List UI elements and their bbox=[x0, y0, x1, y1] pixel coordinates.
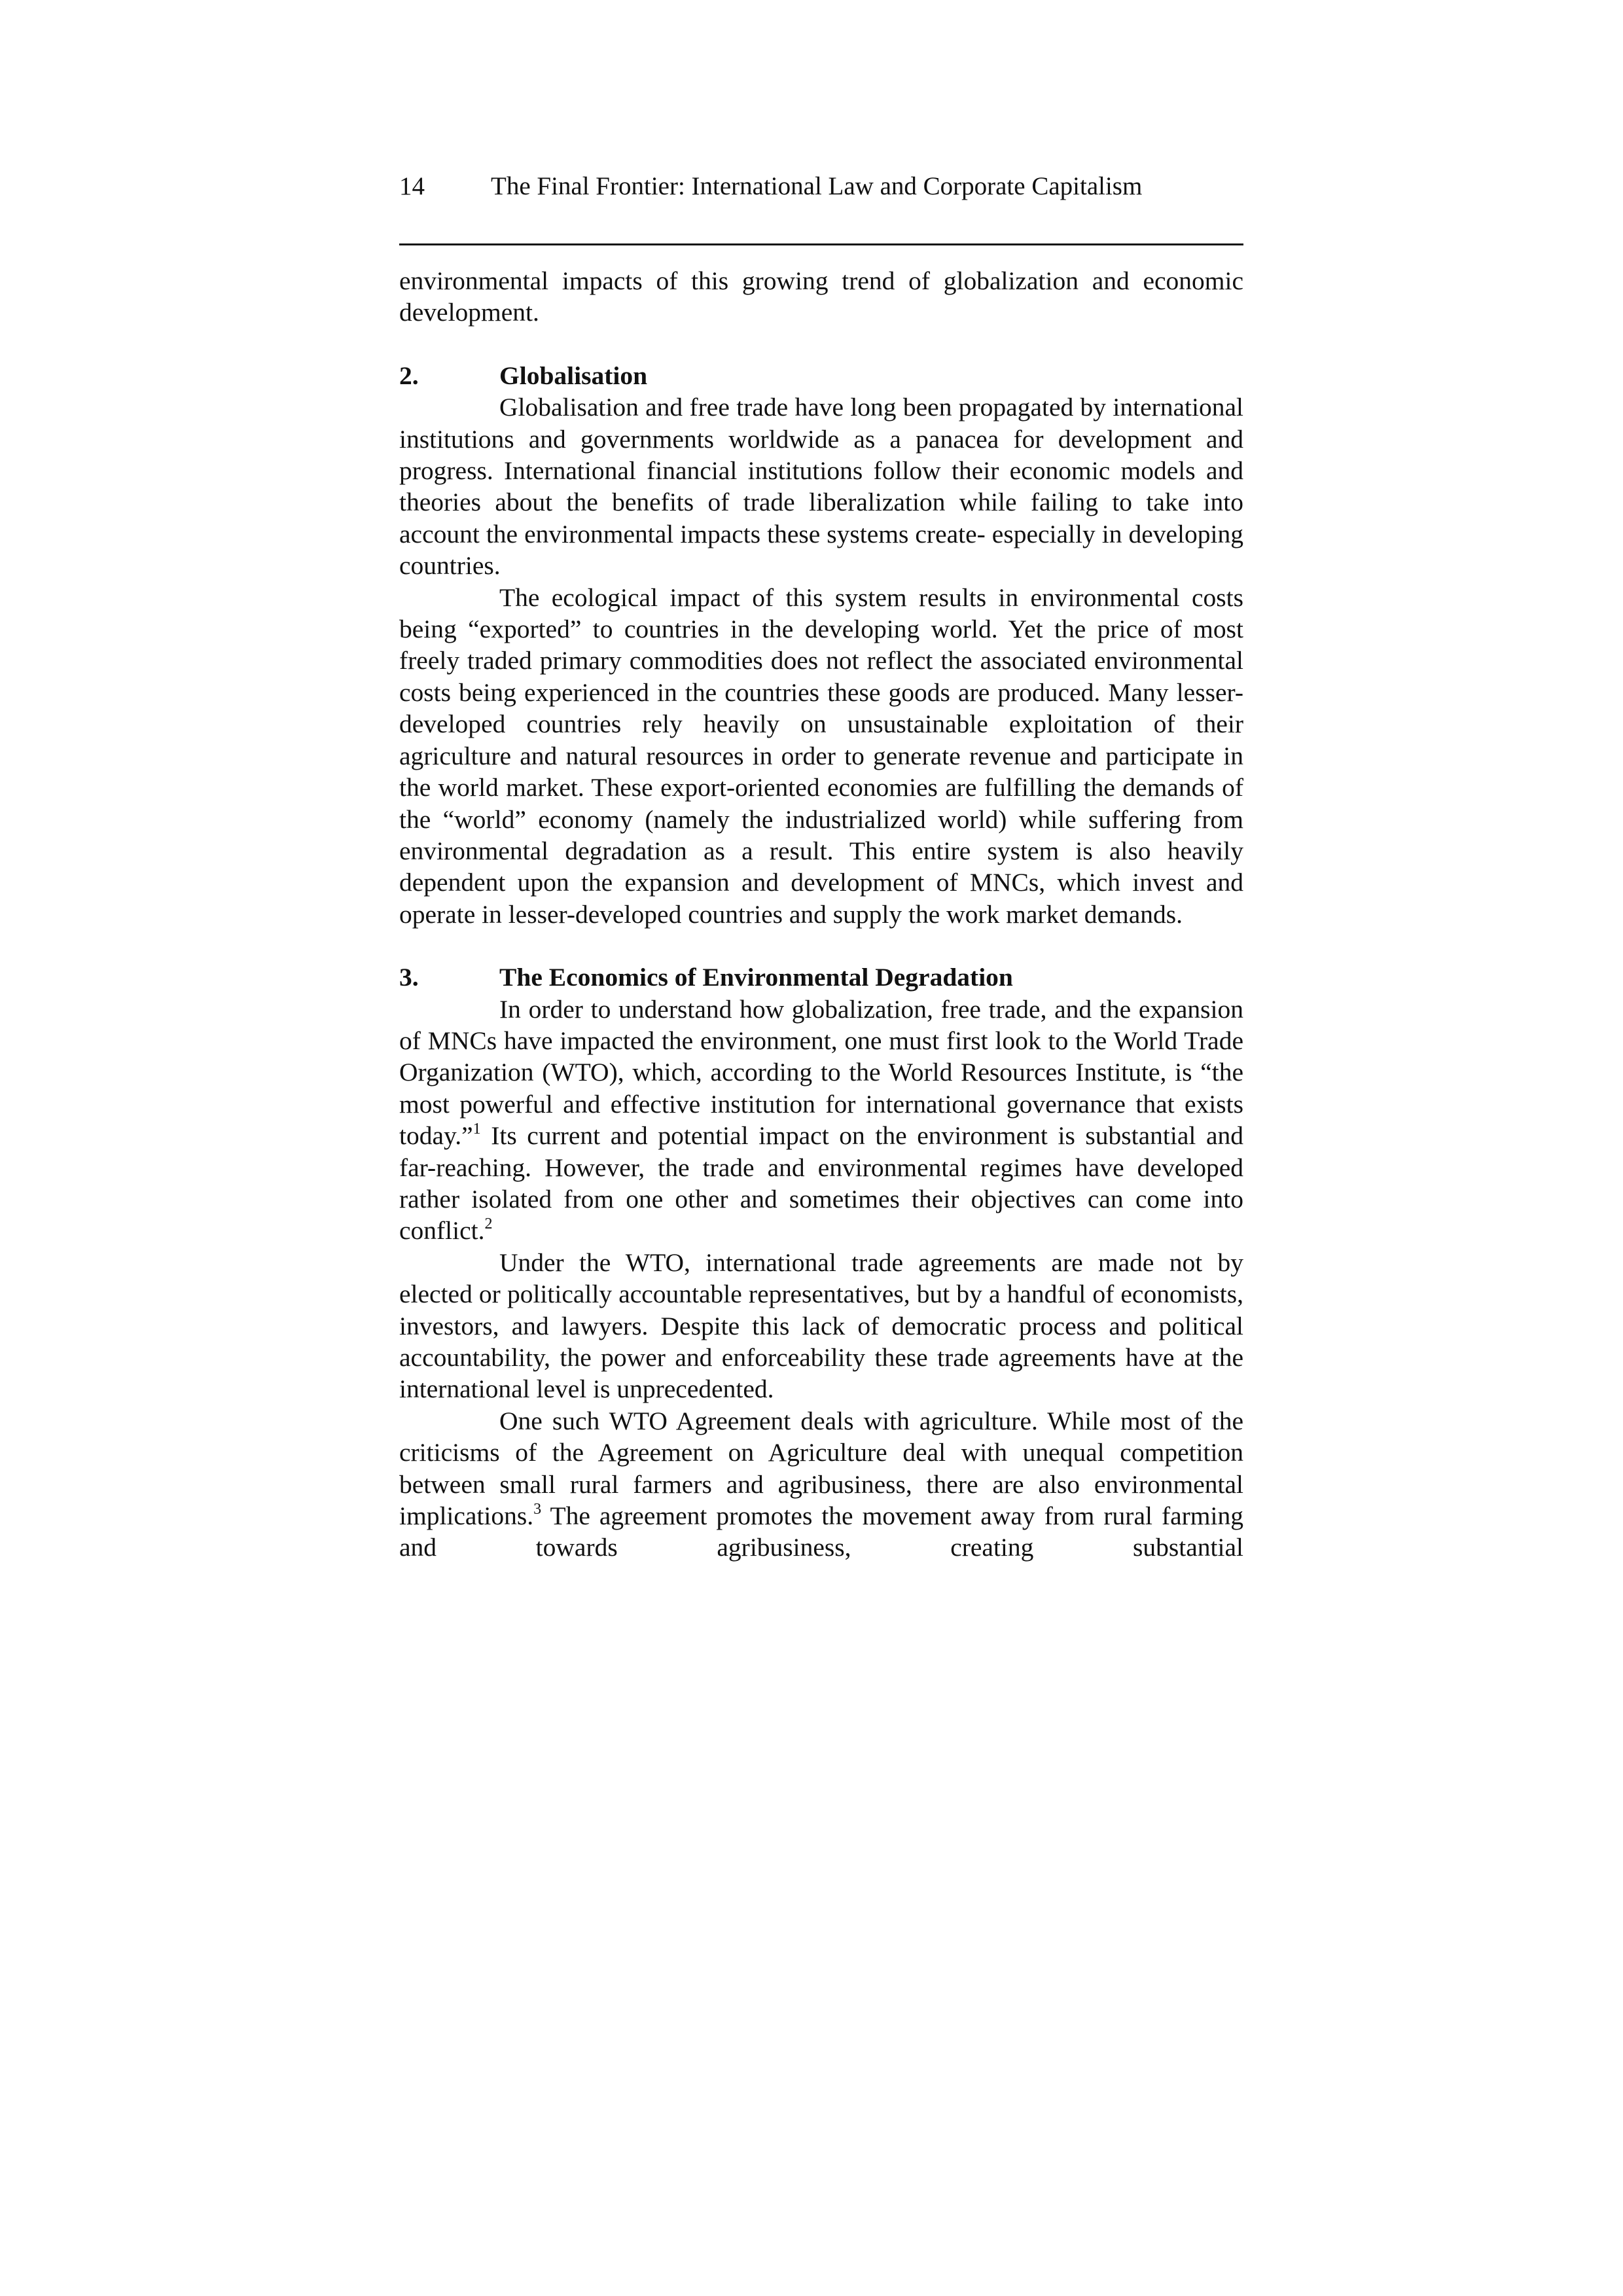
running-title: The Final Frontier: International Law and Corporate Capitalism bbox=[491, 172, 1143, 200]
section-number: 3. bbox=[399, 963, 419, 992]
text-run: Its current and potential impact on the environment is substantial and far-reaching. However, the trade and environmental regimes have developed rather isolated from one other and sometimes their objectives can come into conflict. bbox=[399, 1121, 1243, 1246]
paragraph: Globalisation and free trade have long been propagated by international institutions and governments worldwide as a panacea for development and progress. International financial institutions follow their economic models and theories about the benefits of trade liberalization while failing to take into account the environmental impacts these systems create- especially in developing countries. bbox=[399, 393, 1243, 581]
intro-paragraph: environmental impacts of this growing trend of globalization and economic development. bbox=[399, 266, 1243, 327]
text-run: In order to understand how globalization, free trade, and the expansion of MNCs have impacted the environment, one must first look to the World Trade Organization (WTO), which, according to the World Resources Institute, is “the most powerful and effective institution for international governance that exists today.” bbox=[399, 994, 1243, 1151]
section-title: Globalisation bbox=[499, 361, 648, 390]
footnote-marker[interactable]: 1 bbox=[473, 1121, 481, 1138]
page-number: 14 bbox=[399, 172, 425, 200]
section-title: The Economics of Environmental Degradation bbox=[499, 963, 1013, 992]
section-heading-globalisation bbox=[399, 360, 1243, 391]
footnote-marker[interactable]: 2 bbox=[484, 1215, 493, 1233]
page-header bbox=[399, 167, 1243, 206]
text-run: One such WTO Agreement deals with agriculture. While most of the criticisms of the Agreement on Agriculture deal with unequal competition between small rural farmers and agribusiness, there are also environmental implications. bbox=[399, 1406, 1243, 1531]
paragraph-with-footnotes bbox=[399, 1405, 1243, 1564]
section-heading-economics bbox=[399, 961, 1243, 993]
section-number: 2. bbox=[399, 361, 419, 390]
footnote-marker[interactable]: 3 bbox=[533, 1501, 542, 1518]
header-rule bbox=[399, 243, 1243, 245]
paragraph: The ecological impact of this system results in environmental costs being “exported” to countries in the developing world. Yet the price of most freely traded primary commodities does not reflect the associated environmental costs being experienced in the countries these goods are produced. Many lesser-developed countries rely heavily on unsustainable exploitation of their agriculture and natural resources in order to generate revenue and participate in the world market. These export-oriented economies are fulfilling the demands of the “world” economy (namely the industrialized world) while suffering from environmental degradation as a result. This entire system is also heavily dependent upon the expansion and development of MNCs, which invest and operate in lesser-developed countries and supply the work market demands. bbox=[399, 583, 1243, 929]
paragraph: Under the WTO, international trade agreements are made not by elected or politically accountable representatives, but by a handful of economists, investors, and lawyers. Despite this lack of democratic process and political accountability, the power and enforceability these trade agreements have at the international level is unprecedented. bbox=[399, 1247, 1243, 1404]
body-text bbox=[399, 265, 1243, 1564]
paragraph-with-footnotes bbox=[399, 994, 1243, 1247]
text-run: The agreement promotes the movement away from rural farming and towards agribusiness, creating substantial bbox=[399, 1501, 1243, 1562]
